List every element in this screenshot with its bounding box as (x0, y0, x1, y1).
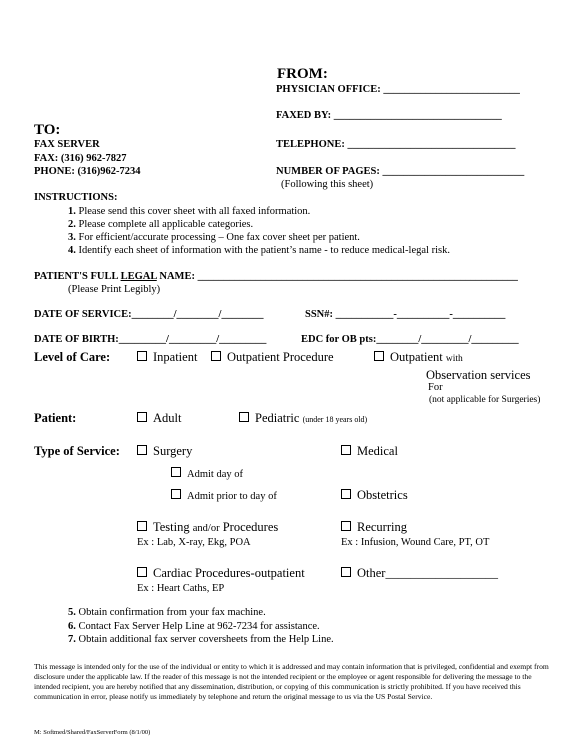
checkbox-icon (341, 567, 351, 577)
ssn-field[interactable]: SSN#: ___________-__________-__________ (305, 309, 506, 320)
observation-services-label: Observation services (426, 368, 531, 382)
instruction-item: 3. For efficient/accurate processing – One fax cover sheet per patient. (68, 232, 360, 243)
checkbox-icon (211, 351, 221, 361)
checkbox-icon (374, 351, 384, 361)
level-of-care-label: Level of Care: (34, 350, 111, 364)
adult-checkbox[interactable]: Adult (137, 411, 181, 426)
not-applicable-note: (not applicable for Surgeries) (429, 395, 541, 405)
instruction-item: 2. Please complete all applicable categories. (68, 219, 254, 230)
instruction-item: 4. Identify each sheet of information with the patient’s name - to reduce medical-legal risk. (68, 245, 450, 256)
physician-office-field[interactable]: PHYSICIAN OFFICE: __________________________ (276, 84, 520, 95)
patient-type-label: Patient: (34, 411, 77, 425)
to-fax: FAX: (316) 962-7827 (34, 153, 127, 164)
checkbox-icon (137, 445, 147, 455)
cardiac-checkbox[interactable]: Cardiac Procedures-outpatient (137, 566, 305, 581)
instruction-item: 1. Please send this cover sheet with all faxed information. (68, 206, 311, 217)
checkbox-icon (171, 489, 181, 499)
telephone-field[interactable]: TELEPHONE: ________________________________ (276, 139, 516, 150)
cardiac-examples: Ex : Heart Caths, EP (137, 583, 225, 594)
checkbox-icon (341, 489, 351, 499)
recurring-checkbox[interactable]: Recurring (341, 520, 407, 535)
admit-prior-checkbox[interactable]: Admit prior to day of (171, 489, 277, 502)
checkbox-icon (137, 521, 147, 531)
testing-examples: Ex : Lab, X-ray, Ekg, POA (137, 537, 251, 548)
checkbox-icon (171, 467, 181, 477)
to-phone: PHONE: (316)962-7234 (34, 166, 141, 177)
to-heading: TO: (34, 122, 61, 138)
checkbox-icon (137, 412, 147, 422)
faxed-by-field[interactable]: FAXED BY: ________________________________ (276, 110, 502, 121)
edc-field[interactable]: EDC for OB pts:________/_________/_________ (301, 334, 519, 345)
patient-name-field[interactable]: PATIENT'S FULL LEGAL NAME: _____________________________________________________________ (34, 271, 518, 282)
footer-path: M: Softmed/Shared/FaxServerForm (8/1/00) (34, 729, 151, 736)
outpatient-procedure-checkbox[interactable]: Outpatient Procedure (211, 350, 334, 365)
checkbox-icon (239, 412, 249, 422)
checkbox-icon (341, 445, 351, 455)
instructions-heading: INSTRUCTIONS: (34, 192, 118, 203)
admit-day-of-checkbox[interactable]: Admit day of (171, 467, 243, 480)
inpatient-checkbox[interactable]: Inpatient (137, 350, 197, 365)
checkbox-icon (341, 521, 351, 531)
instruction-item: 6. Contact Fax Server Help Line at 962-7234 for assistance. (68, 621, 320, 632)
patient-name-note: (Please Print Legibly) (68, 284, 161, 295)
medical-checkbox[interactable]: Medical (341, 444, 398, 459)
testing-checkbox[interactable]: Testing and/or Procedures (137, 520, 278, 535)
pages-note: (Following this sheet) (281, 179, 374, 190)
instruction-item: 5. Obtain confirmation from your fax machine. (68, 607, 266, 618)
type-of-service-label: Type of Service: (34, 444, 120, 458)
to-name: FAX SERVER (34, 139, 100, 150)
recurring-examples: Ex : Infusion, Wound Care, PT, OT (341, 537, 490, 548)
checkbox-icon (137, 567, 147, 577)
outpatient-checkbox[interactable]: Outpatient with (374, 350, 463, 365)
from-heading: FROM: (277, 66, 328, 82)
date-of-birth-field[interactable]: DATE OF BIRTH:_________/_________/_________ (34, 334, 267, 345)
other-checkbox[interactable]: Other__________________ (341, 566, 498, 581)
for-label: For (428, 382, 443, 393)
surgery-checkbox[interactable]: Surgery (137, 444, 192, 459)
obstetrics-checkbox[interactable]: Obstetrics (341, 488, 408, 503)
number-of-pages-field[interactable]: NUMBER OF PAGES: ___________________________ (276, 166, 525, 177)
instruction-item: 7. Obtain additional fax server coversheets from the Help Line. (68, 634, 334, 645)
pediatric-checkbox[interactable]: Pediatric (under 18 years old) (239, 411, 367, 426)
checkbox-icon (137, 351, 147, 361)
confidentiality-disclaimer: This message is intended only for the use of the individual or entity to which it is addressed and may contain information that is privileged, confidential and exempt from disclosure under the applicable law. If the reader of this message is not the intended recipient or the employee or agent responsible for delivering the message to the intended recipient, you are hereby notified that any dissemination, distribution, or copying of this communication is strictly prohibited. If you have received this communication in error, please notify us immediately by telephone and return the original message to us via the US Postal Service. (34, 662, 549, 701)
date-of-service-field[interactable]: DATE OF SERVICE:________/________/________ (34, 309, 264, 320)
